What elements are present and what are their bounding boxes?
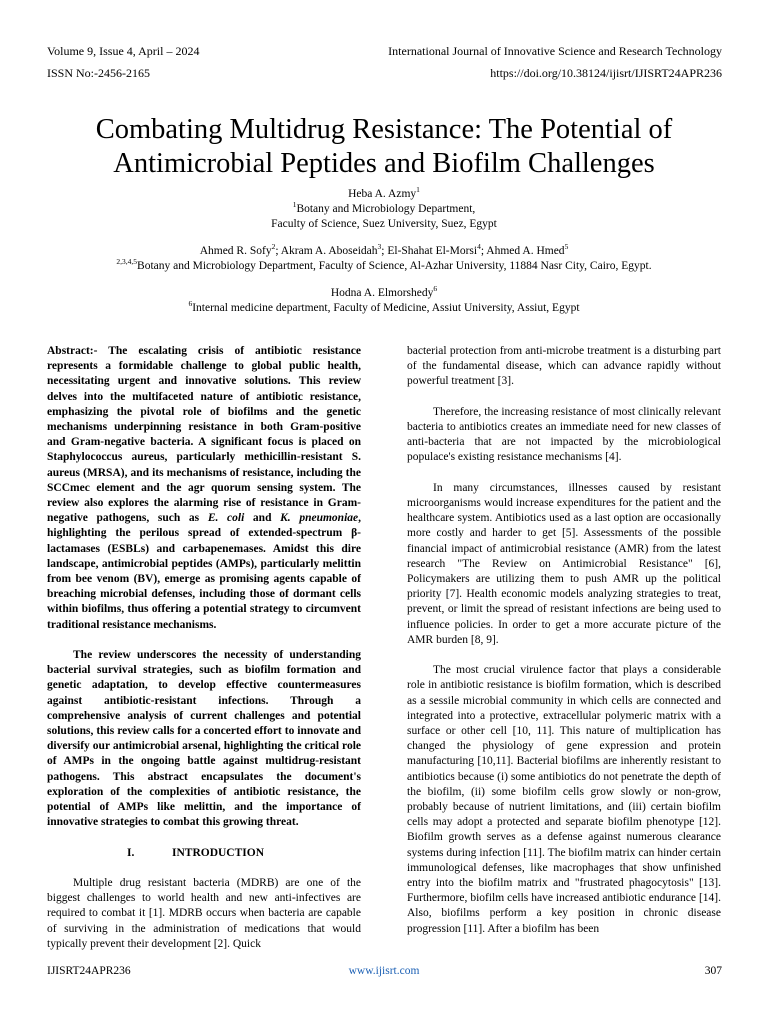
header-volume: Volume 9, Issue 4, April – 2024	[47, 44, 200, 58]
author-affiliation: $^6$Internal medicine department, Faculty of Medicine, Assiut University, Assiut, Egypt	[188, 299, 580, 314]
header-issn: ISSN No:-2456-2165	[47, 66, 151, 80]
body-paragraph-2: Therefore, the increasing resistance of most clinically relevant bacteria to antibiotics creates an immediate need for new classes of anti-bacteria that are not impacted by the microbiological populace's existing resistance mechanisms [4].	[407, 405, 721, 464]
paper-title-line-2: Antimicrobial Peptides and Biofilm Challenges	[113, 148, 655, 180]
author-block-2	[30, 244, 738, 274]
footer-website-link[interactable]: www.ijisrt.com	[348, 965, 420, 977]
paper-title	[30, 113, 738, 181]
section-heading-introduction	[47, 846, 361, 861]
intro-paragraph-1: Multiple drug resistant bacteria (MDRB) are one of the biggest challenges to world health and new anti-infectives are required to combat it [1]. MDRB occurs when bacteria are capable of surviving in the administration of medications that would typically prevent their development [2]. Quick	[47, 877, 361, 950]
footer-paper-code: IJISRT24APR236	[47, 965, 131, 977]
section-number: I.	[127, 846, 135, 859]
header-doi-link[interactable]: https://doi.org/10.38124/ijisrt/IJISRT24APR236	[490, 66, 722, 80]
author-block-3	[30, 286, 738, 316]
author-name: Hodna A. Elmorshedy$^6$	[330, 284, 438, 299]
author-affiliation: $^1$Botany and Microbiology Department,	[292, 200, 476, 215]
abstract-paragraph-1: Abstract:- The escalating crisis of antibiotic resistance represents a formidable challenge to global public health, necessitating urgent and innovative solutions. This review delves into the multifaceted nature of antibiotic resistance, emphasizing the pivotal role of biofilms and the genetic mechanisms underpinning resistance in both Gram-positive and Gram-negative bacteria. A significant focus is placed on Staphylococcus aureus, particularly methicillin-resistant S. aureus (MRSA), and its mechanisms of resistance, including the SCCmec element and the agr quorum sensing system. The review also explores the alarming rise of resistance in Gram-negative pathogens, such as E. coli and K. pneumoniae, highlighting the perilous spread of extended-spectrum β-lactamases (ESBLs) and carbapenemases. Amidst this dire landscape, antimicrobial peptides (AMPs), particularly melittin from bee venom (BV), emerge as promising agents capable of breaching microbial defenses, including those of dormant cells within biofilms, thus offering a potential strategy to circumvent traditional resistance mechanisms.	[47, 345, 362, 631]
footer-page-number: 307	[704, 965, 722, 977]
section-title: INTRODUCTION	[172, 846, 265, 859]
author-affiliation-cont: Faculty of Science, Suez University, Suez, Egypt	[271, 218, 497, 230]
author-names: Ahmed R. Sofy$^2$; Akram A. Aboseidah$^3$; El-Shahat El-Morsi$^4$; Ahmed A. Hmed$^5$	[199, 242, 569, 257]
right-column	[407, 344, 721, 937]
author-block-1	[30, 187, 738, 232]
header-journal-name: International Journal of Innovative Science and Research Technology	[388, 44, 722, 58]
body-paragraph-1: bacterial protection from anti-microbe treatment is a disturbing part of the fundamental disease, which can advance rapidly without powerful treatment [3].	[407, 345, 721, 388]
abstract-paragraph-2: The review underscores the necessity of understanding bacterial survival strategies, such as biofilm formation and genetic adaptation, to develop effective countermeasures against antibiotic-resistant infections. Through a comprehensive analysis of current challenges and potential solutions, this review calls for a concerted effort to innovate and diversify our antimicrobial arsenal, highlighting the critical role of AMPs in the ongoing battle against multidrug-resistant pathogens. This abstract encapsulates the document's exploration of the complexities of antibiotic resistance, the potential of AMPs like melittin, and the importance of innovative strategies to combat this growing threat.	[47, 649, 361, 829]
paper-title-line-1: Combating Multidrug Resistance: The Potential of	[95, 114, 673, 146]
body-paragraph-3: In many circumstances, illnesses caused by resistant microorganisms would increase expenditures for the patient and the healthcare system. Antibiotics used as a last option are occasionally more costly and harder to get [5]. Assessments of the possible financial impact of antimicrobial resistance (AMR) from the latest research "The Review on Antimicrobial Resistance" [6], Policymakers are utilizing them to push AMR up the political priority [7]. Health economic models analyzing strategies to treat, prevent, or limit the spread of resistant infections are being used to influence policies. In order to get a more accurate picture of the AMR burden [8, 9].	[407, 481, 721, 646]
left-column	[47, 344, 361, 952]
body-paragraph-4: The most crucial virulence factor that plays a considerable role in antibiotic resistance is biofilm formation, which is described as a sessile microbial community in which cells are connected and integrated into a protective, extracellular polymeric matrix with a surface or other cell [10, 11]. This nature of multiplication has changed the physiology of gene expression and protein manufacturing [10,11]. Bacterial biofilms are inherently resistant to antibiotics because (i) some antibiotics do not penetrate the depth of the biofilm, (ii) some biofilm cells grow slowly or non-grow, probably because of nutrient limitations, and (iii) certain biofilm cells may adopt a protected and separate biofilm phenotype [12]. Biofilm growth serves as a defense against numerous clearance systems during infection [11]. The biofilm matrix can hinder certain immunological defenses, like macrophages that show unfinished entry into the biofilm matrix and "frustrated phagocytosis" [13]. Furthermore, biofilm cells have increased antibiotic endurance [14]. Also, biofilms perform a key position in chronic disease progression [11]. After a biofilm has been	[407, 664, 721, 935]
author-affiliation: $^{2,3,4,5}$Botany and Microbiology Department, Faculty of Science, Al-Azhar University, 11884 Nasr City, Cairo, Egypt.	[116, 257, 652, 272]
author-name: Heba A. Azmy$^1$	[348, 185, 420, 200]
